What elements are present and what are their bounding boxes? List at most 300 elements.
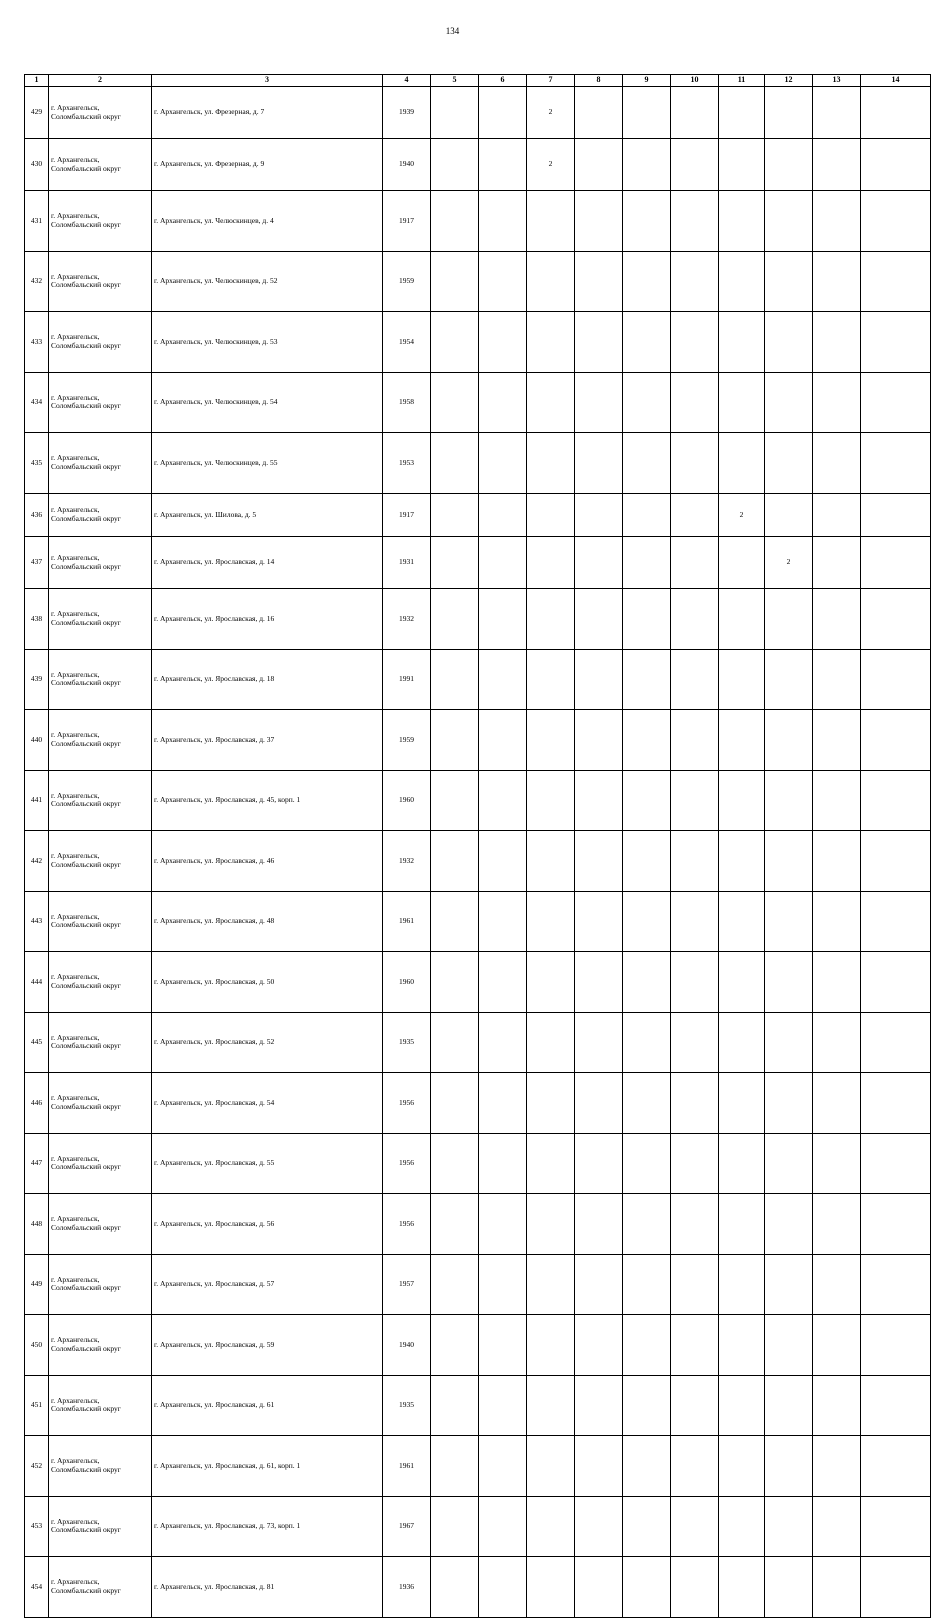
- value-cell: [431, 770, 479, 831]
- value-cell: [671, 1073, 719, 1134]
- value-cell: [671, 1194, 719, 1255]
- year-cell: 1991: [383, 649, 431, 710]
- location-cell: г. Архангельск, Соломбальский округ: [49, 831, 152, 892]
- column-header: 1: [25, 75, 49, 87]
- value-cell: [671, 1254, 719, 1315]
- year-cell: 1956: [383, 1073, 431, 1134]
- value-cell: [575, 952, 623, 1013]
- value-cell: [431, 1496, 479, 1557]
- year-cell: 1960: [383, 770, 431, 831]
- value-cell: [813, 312, 861, 373]
- page-number: 134: [445, 26, 460, 36]
- value-cell: [765, 251, 813, 312]
- row-number-cell: 444: [25, 952, 49, 1013]
- location-cell: г. Архангельск, Соломбальский округ: [49, 1375, 152, 1436]
- location-cell: г. Архангельск, Соломбальский округ: [49, 1194, 152, 1255]
- value-cell: [861, 589, 931, 650]
- column-header: 8: [575, 75, 623, 87]
- value-cell: [719, 952, 765, 1013]
- value-cell: [527, 1254, 575, 1315]
- value-cell: [765, 1557, 813, 1618]
- value-cell: [431, 139, 479, 191]
- table-row: [25, 1496, 931, 1557]
- buildings-table: [24, 74, 931, 1618]
- value-cell: [431, 312, 479, 373]
- value-cell: [527, 649, 575, 710]
- table-row: [25, 1133, 931, 1194]
- value-cell: [813, 1315, 861, 1376]
- value-cell: [813, 372, 861, 433]
- value-cell: [575, 710, 623, 771]
- value-cell: [527, 537, 575, 589]
- value-cell: [861, 770, 931, 831]
- table-row: [25, 433, 931, 494]
- value-cell: [765, 191, 813, 252]
- table-row: [25, 87, 931, 139]
- value-cell: [671, 139, 719, 191]
- value-cell: [431, 1073, 479, 1134]
- value-cell: [861, 952, 931, 1013]
- year-cell: 1961: [383, 891, 431, 952]
- value-cell: [479, 1315, 527, 1376]
- year-cell: 1953: [383, 433, 431, 494]
- value-cell: [813, 649, 861, 710]
- value-cell: [431, 251, 479, 312]
- value-cell: [671, 1375, 719, 1436]
- value-cell: [671, 312, 719, 373]
- value-cell: [527, 1012, 575, 1073]
- value-cell: [623, 1375, 671, 1436]
- value-cell: [575, 1133, 623, 1194]
- column-header: 9: [623, 75, 671, 87]
- year-cell: 1960: [383, 952, 431, 1013]
- year-cell: 1917: [383, 191, 431, 252]
- header-row: [25, 75, 931, 87]
- value-cell: [479, 1012, 527, 1073]
- value-cell: [719, 251, 765, 312]
- value-cell: [861, 891, 931, 952]
- row-number-cell: 430: [25, 139, 49, 191]
- value-cell: [671, 1133, 719, 1194]
- value-cell: [861, 537, 931, 589]
- value-cell: [431, 433, 479, 494]
- year-cell: 1967: [383, 1496, 431, 1557]
- value-cell: [765, 1436, 813, 1497]
- table-row: [25, 1315, 931, 1376]
- value-cell: [765, 493, 813, 537]
- value-cell: [431, 1254, 479, 1315]
- value-cell: [623, 589, 671, 650]
- row-number-cell: 429: [25, 87, 49, 139]
- value-cell: [719, 1496, 765, 1557]
- value-cell: [623, 710, 671, 771]
- table-row: [25, 493, 931, 537]
- value-cell: [575, 372, 623, 433]
- value-cell: [623, 831, 671, 892]
- value-cell: [479, 1557, 527, 1618]
- address-cell: г. Архангельск, ул. Ярославская, д. 14: [152, 537, 383, 589]
- table-row: [25, 1194, 931, 1255]
- value-cell: [623, 493, 671, 537]
- table-row: [25, 891, 931, 952]
- address-cell: г. Архангельск, ул. Ярославская, д. 61, корп. 1: [152, 1436, 383, 1497]
- address-cell: г. Архангельск, ул. Ярославская, д. 81: [152, 1557, 383, 1618]
- value-cell: [575, 537, 623, 589]
- table-row: [25, 537, 931, 589]
- value-cell: [527, 251, 575, 312]
- location-cell: г. Архангельск, Соломбальский округ: [49, 372, 152, 433]
- value-cell: [623, 537, 671, 589]
- value-cell: [575, 1496, 623, 1557]
- value-cell: [861, 493, 931, 537]
- column-header: 2: [49, 75, 152, 87]
- value-cell: [813, 891, 861, 952]
- location-cell: г. Архангельск, Соломбальский округ: [49, 1133, 152, 1194]
- value-cell: [431, 831, 479, 892]
- year-cell: 1936: [383, 1557, 431, 1618]
- value-cell: [861, 87, 931, 139]
- value-cell: [861, 1012, 931, 1073]
- table-row: [25, 1375, 931, 1436]
- address-cell: г. Архангельск, ул. Ярославская, д. 16: [152, 589, 383, 650]
- address-cell: г. Архангельск, ул. Ярославская, д. 61: [152, 1375, 383, 1436]
- value-cell: [623, 649, 671, 710]
- value-cell: [765, 1133, 813, 1194]
- value-cell: [765, 433, 813, 494]
- row-number-cell: 452: [25, 1436, 49, 1497]
- value-cell: [431, 589, 479, 650]
- value-cell: [575, 87, 623, 139]
- location-cell: г. Архангельск, Соломбальский округ: [49, 1254, 152, 1315]
- location-cell: г. Архангельск, Соломбальский округ: [49, 433, 152, 494]
- value-cell: [623, 1496, 671, 1557]
- table-row: [25, 831, 931, 892]
- table-row: [25, 770, 931, 831]
- address-cell: г. Архангельск, ул. Фрезерная, д. 9: [152, 139, 383, 191]
- value-cell: [861, 831, 931, 892]
- table-row: [25, 1436, 931, 1497]
- row-number-cell: 434: [25, 372, 49, 433]
- location-cell: г. Архангельск, Соломбальский округ: [49, 649, 152, 710]
- value-cell: [431, 649, 479, 710]
- value-cell: [431, 493, 479, 537]
- value-cell: [479, 952, 527, 1013]
- value-cell: [623, 251, 671, 312]
- location-cell: г. Архангельск, Соломбальский округ: [49, 1436, 152, 1497]
- value-cell: [719, 1194, 765, 1255]
- column-header: 11: [719, 75, 765, 87]
- value-cell: [575, 433, 623, 494]
- year-cell: 1956: [383, 1194, 431, 1255]
- value-cell: [527, 1496, 575, 1557]
- value-cell: [765, 1254, 813, 1315]
- value-cell: [719, 312, 765, 373]
- address-cell: г. Архангельск, ул. Ярославская, д. 54: [152, 1073, 383, 1134]
- value-cell: [765, 1073, 813, 1134]
- value-cell: [719, 433, 765, 494]
- table-row: [25, 1254, 931, 1315]
- location-cell: г. Архангельск, Соломбальский округ: [49, 891, 152, 952]
- value-cell: [671, 433, 719, 494]
- year-cell: 1956: [383, 1133, 431, 1194]
- table-row: [25, 1557, 931, 1618]
- value-cell: [623, 891, 671, 952]
- value-cell: [623, 952, 671, 1013]
- value-cell: [479, 891, 527, 952]
- value-cell: [527, 891, 575, 952]
- value-cell: [671, 891, 719, 952]
- address-cell: г. Архангельск, ул. Челюскинцев, д. 4: [152, 191, 383, 252]
- row-number-cell: 437: [25, 537, 49, 589]
- value-cell: [431, 372, 479, 433]
- value-cell: [671, 710, 719, 771]
- year-cell: 1940: [383, 139, 431, 191]
- value-cell: [575, 891, 623, 952]
- value-cell: [861, 1496, 931, 1557]
- value-cell: [575, 831, 623, 892]
- address-cell: г. Архангельск, ул. Ярославская, д. 73, корп. 1: [152, 1496, 383, 1557]
- value-cell: [719, 649, 765, 710]
- year-cell: 1931: [383, 537, 431, 589]
- value-cell: [527, 312, 575, 373]
- value-cell: [527, 191, 575, 252]
- value-cell: [671, 770, 719, 831]
- value-cell: [479, 1194, 527, 1255]
- value-cell: [479, 589, 527, 650]
- value-cell: [813, 770, 861, 831]
- row-number-cell: 441: [25, 770, 49, 831]
- value-cell: [623, 1436, 671, 1497]
- value-cell: [671, 1557, 719, 1618]
- value-cell: [765, 1375, 813, 1436]
- value-cell: [813, 139, 861, 191]
- value-cell: [527, 831, 575, 892]
- year-cell: 1954: [383, 312, 431, 373]
- value-cell: [861, 1073, 931, 1134]
- value-cell: [575, 1254, 623, 1315]
- value-cell: [671, 1315, 719, 1376]
- location-cell: г. Архангельск, Соломбальский округ: [49, 493, 152, 537]
- value-cell: [719, 1012, 765, 1073]
- address-cell: г. Архангельск, ул. Ярославская, д. 59: [152, 1315, 383, 1376]
- address-cell: г. Архангельск, ул. Челюскинцев, д. 53: [152, 312, 383, 373]
- row-number-cell: 435: [25, 433, 49, 494]
- value-cell: [671, 537, 719, 589]
- value-cell: [575, 1012, 623, 1073]
- value-cell: [719, 87, 765, 139]
- value-cell: [623, 1254, 671, 1315]
- row-number-cell: 439: [25, 649, 49, 710]
- value-cell: [575, 1436, 623, 1497]
- value-cell: [813, 251, 861, 312]
- address-cell: г. Архангельск, ул. Ярославская, д. 18: [152, 649, 383, 710]
- value-cell: [813, 1012, 861, 1073]
- value-cell: [527, 1315, 575, 1376]
- value-cell: [575, 1375, 623, 1436]
- row-number-cell: 443: [25, 891, 49, 952]
- value-cell: [765, 87, 813, 139]
- year-cell: 1957: [383, 1254, 431, 1315]
- value-cell: [575, 770, 623, 831]
- value-cell: [765, 710, 813, 771]
- value-cell: [527, 1557, 575, 1618]
- year-cell: 1917: [383, 493, 431, 537]
- column-header: 13: [813, 75, 861, 87]
- value-cell: [719, 372, 765, 433]
- value-cell: [861, 710, 931, 771]
- value-cell: [575, 1194, 623, 1255]
- value-cell: [479, 87, 527, 139]
- value-cell: [719, 891, 765, 952]
- value-cell: [671, 831, 719, 892]
- column-header: 10: [671, 75, 719, 87]
- row-number-cell: 446: [25, 1073, 49, 1134]
- year-cell: 1935: [383, 1012, 431, 1073]
- value-cell: [527, 770, 575, 831]
- value-cell: [527, 1194, 575, 1255]
- value-cell: [719, 191, 765, 252]
- year-cell: 1959: [383, 710, 431, 771]
- value-cell: [575, 493, 623, 537]
- location-cell: г. Архангельск, Соломбальский округ: [49, 1012, 152, 1073]
- value-cell: [765, 1194, 813, 1255]
- value-cell: [479, 1496, 527, 1557]
- row-number-cell: 432: [25, 251, 49, 312]
- value-cell: [575, 649, 623, 710]
- table-row: [25, 251, 931, 312]
- location-cell: г. Архангельск, Соломбальский округ: [49, 770, 152, 831]
- location-cell: г. Архангельск, Соломбальский округ: [49, 251, 152, 312]
- row-number-cell: 454: [25, 1557, 49, 1618]
- value-cell: [671, 649, 719, 710]
- value-cell: [479, 433, 527, 494]
- table-body: [25, 87, 931, 1618]
- value-cell: [719, 1375, 765, 1436]
- value-cell: [479, 312, 527, 373]
- value-cell: [765, 589, 813, 650]
- value-cell: [479, 770, 527, 831]
- value-cell: [861, 1557, 931, 1618]
- value-cell: [431, 1012, 479, 1073]
- value-cell: [431, 710, 479, 771]
- value-cell: [431, 1133, 479, 1194]
- value-cell: [765, 372, 813, 433]
- value-cell: [671, 952, 719, 1013]
- row-number-cell: 445: [25, 1012, 49, 1073]
- value-cell: [765, 891, 813, 952]
- value-cell: [765, 831, 813, 892]
- value-cell: 2: [527, 87, 575, 139]
- value-cell: [671, 1012, 719, 1073]
- location-cell: г. Архангельск, Соломбальский округ: [49, 1315, 152, 1376]
- location-cell: г. Архангельск, Соломбальский округ: [49, 191, 152, 252]
- location-cell: г. Архангельск, Соломбальский округ: [49, 952, 152, 1013]
- value-cell: [479, 649, 527, 710]
- value-cell: [813, 710, 861, 771]
- value-cell: [719, 831, 765, 892]
- value-cell: [813, 191, 861, 252]
- address-cell: г. Архангельск, ул. Ярославская, д. 57: [152, 1254, 383, 1315]
- value-cell: [479, 831, 527, 892]
- value-cell: [719, 1315, 765, 1376]
- table-row: [25, 649, 931, 710]
- location-cell: г. Архангельск, Соломбальский округ: [49, 139, 152, 191]
- value-cell: [431, 1315, 479, 1376]
- value-cell: [671, 87, 719, 139]
- column-header: 7: [527, 75, 575, 87]
- value-cell: [813, 589, 861, 650]
- value-cell: [527, 1436, 575, 1497]
- value-cell: [861, 372, 931, 433]
- value-cell: [527, 1375, 575, 1436]
- value-cell: [623, 87, 671, 139]
- column-header: 6: [479, 75, 527, 87]
- address-cell: г. Архангельск, ул. Шилова, д. 5: [152, 493, 383, 537]
- value-cell: [527, 1133, 575, 1194]
- year-cell: 1940: [383, 1315, 431, 1376]
- value-cell: 2: [719, 493, 765, 537]
- value-cell: [765, 1496, 813, 1557]
- row-number-cell: 442: [25, 831, 49, 892]
- value-cell: [719, 770, 765, 831]
- value-cell: [575, 139, 623, 191]
- value-cell: [861, 139, 931, 191]
- value-cell: [813, 433, 861, 494]
- value-cell: [623, 1315, 671, 1376]
- value-cell: [813, 1375, 861, 1436]
- value-cell: [671, 1496, 719, 1557]
- value-cell: [719, 537, 765, 589]
- value-cell: [623, 770, 671, 831]
- value-cell: [623, 1012, 671, 1073]
- value-cell: [861, 1254, 931, 1315]
- location-cell: г. Архангельск, Соломбальский округ: [49, 87, 152, 139]
- year-cell: 1959: [383, 251, 431, 312]
- value-cell: [719, 1557, 765, 1618]
- address-cell: г. Архангельск, ул. Ярославская, д. 52: [152, 1012, 383, 1073]
- value-cell: [479, 251, 527, 312]
- value-cell: [479, 1436, 527, 1497]
- row-number-cell: 447: [25, 1133, 49, 1194]
- address-cell: г. Архангельск, ул. Ярославская, д. 45, корп. 1: [152, 770, 383, 831]
- table-row: [25, 1073, 931, 1134]
- value-cell: [623, 1133, 671, 1194]
- value-cell: [431, 1194, 479, 1255]
- value-cell: [671, 493, 719, 537]
- value-cell: [479, 1073, 527, 1134]
- year-cell: 1961: [383, 1436, 431, 1497]
- value-cell: [671, 1436, 719, 1497]
- table-row: [25, 710, 931, 771]
- value-cell: [575, 191, 623, 252]
- column-header: 12: [765, 75, 813, 87]
- value-cell: [431, 952, 479, 1013]
- value-cell: [861, 312, 931, 373]
- location-cell: г. Архангельск, Соломбальский округ: [49, 710, 152, 771]
- value-cell: [719, 1254, 765, 1315]
- value-cell: [813, 1557, 861, 1618]
- location-cell: г. Архангельск, Соломбальский округ: [49, 589, 152, 650]
- table-row: [25, 191, 931, 252]
- value-cell: [813, 952, 861, 1013]
- row-number-cell: 440: [25, 710, 49, 771]
- value-cell: [813, 537, 861, 589]
- value-cell: [861, 433, 931, 494]
- value-cell: [479, 139, 527, 191]
- value-cell: [527, 589, 575, 650]
- row-number-cell: 436: [25, 493, 49, 537]
- value-cell: [861, 1194, 931, 1255]
